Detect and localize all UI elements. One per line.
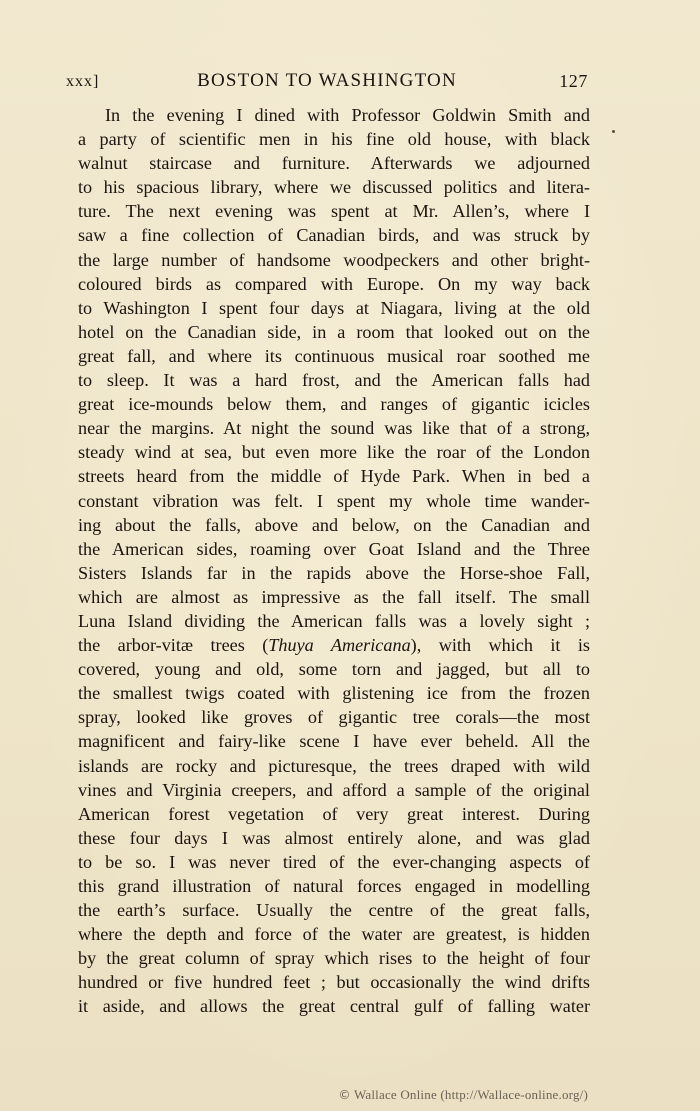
text-line: ing about the falls, above and below, on the Canadian and: [78, 514, 590, 535]
page-number: 127: [559, 71, 588, 91]
text-line: American forest vegetation of very great interest. During: [78, 803, 590, 824]
text-line: constant vibration was felt. I spent my whole time wander-: [78, 490, 590, 511]
copyright-symbol: ©: [338, 1088, 351, 1102]
text-line: to his spacious library, where we discussed politics and litera-: [78, 177, 590, 198]
text-line: great fall, and where its continuous musical roar soothed me: [78, 345, 590, 366]
text-line: to sleep. It was a hard frost, and the American falls had: [78, 370, 590, 391]
text-line: hundred or five hundred feet ; but occasionally the wind drifts: [78, 972, 590, 993]
text-line: vines and Virginia creepers, and afford a sample of the original: [78, 779, 590, 800]
text-line: coloured birds as compared with Europe. On my way back: [78, 273, 590, 294]
text-line: the earth’s surface. Usually the centre of the great falls,: [78, 900, 590, 921]
ink-speck: [612, 130, 615, 133]
text-line: the smallest twigs coated with glistening ice from the frozen: [78, 683, 590, 704]
text-line: islands are rocky and picturesque, the trees draped with wild: [78, 755, 590, 776]
text-line: Sisters Islands far in the rapids above the Horse-shoe Fall,: [78, 562, 590, 583]
text-line: saw a fine collection of Canadian birds, and was struck by: [78, 225, 590, 246]
text-line: magnificent and fairy-like scene I have ever beheld. All the: [78, 731, 590, 752]
text-line: hotel on the Canadian side, in a room that looked out on the: [78, 321, 590, 342]
text-line: to Washington I spent four days at Niagara, living at the old: [78, 297, 590, 318]
text-line: to be so. I was never tired of the ever-changing aspects of: [78, 851, 590, 872]
text-line: ture. The next evening was spent at Mr. Allen’s, where I: [78, 201, 590, 222]
text-line: walnut staircase and furniture. Afterwards we adjourned: [78, 153, 590, 174]
text-line: Luna Island dividing the American falls was a lovely sight ;: [78, 610, 590, 631]
chapter-marker: xxx]: [66, 73, 100, 90]
text-line: steady wind at sea, but even more like the roar of the London: [78, 442, 590, 463]
text-line: this grand illustration of natural forces engaged in modelling: [78, 876, 590, 896]
text-line: it aside, and allows the great central gulf of falling water: [78, 996, 590, 1017]
text-line: great ice-mounds below them, and ranges of gigantic icicles: [78, 394, 590, 415]
text-line: the American sides, roaming over Goat Island and the Three: [78, 538, 590, 559]
text-line: where the depth and force of the water are greatest, is hidden: [78, 924, 590, 945]
footer-credit: [339, 1087, 588, 1103]
running-head: [66, 70, 588, 94]
text-line: the large number of handsome woodpeckers and other bright-: [78, 249, 590, 270]
text-line: which are almost as impressive as the fall itself. The small: [78, 586, 590, 607]
text-line: near the margins. At night the sound was like that of a strong,: [78, 418, 590, 439]
text-line: these four days I was almost entirely alone, and was glad: [78, 827, 590, 848]
text-line: the arbor-vitæ trees (Thuya Americana), with which it is: [78, 635, 590, 656]
text-line: by the great column of spray which rises to the height of four: [78, 948, 590, 969]
text-line: spray, looked like groves of gigantic tree corals—the most: [78, 707, 590, 728]
text-line: In the evening I dined with Professor Goldwin Smith and: [105, 105, 590, 125]
credit-text: Wallace Online (http://Wallace-online.org/): [353, 1087, 588, 1102]
italic-species-name: Thuya Americana: [268, 635, 411, 656]
running-title: BOSTON TO WASHINGTON: [197, 70, 457, 91]
text-line: streets heard from the middle of Hyde Park. When in bed a: [78, 466, 590, 487]
text-line: a party of scientific men in his fine old house, with black: [78, 129, 590, 150]
text-line: covered, young and old, some torn and jagged, but all to: [78, 659, 590, 680]
body-paragraph: [78, 103, 590, 1019]
